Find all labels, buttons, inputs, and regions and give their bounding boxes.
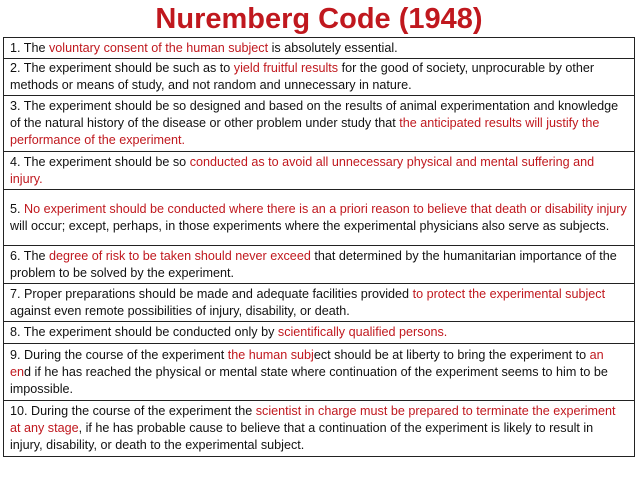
body-text: 3. The experiment should be so designed and based on the results of animal experimentation and knowledge of the natural history of the disease or other problem under study that [10,99,619,130]
principle-row-10 [3,401,635,457]
body-text: for the good of society, unprocurable by other methods or means of study, and not random and unnecessary in nature. [10,61,595,92]
principle-row-9 [3,344,635,401]
principle-text [10,98,628,149]
body-text: 5. [10,201,25,216]
principle-row-2 [3,59,635,96]
body-text: 2. The experiment should be such as to [10,61,234,75]
highlighted-text: degree of risk to be taken should never exceed [48,248,311,263]
page-title: Nuremberg Code (1948) [155,3,483,35]
highlighted-text: conducted as to avoid all unnecessary physical and mental suffering and injury. [10,154,595,186]
principle-text [10,286,628,320]
principle-text [10,248,628,282]
body-text: 10. During the course of the experiment the [10,404,256,418]
principle-row-1 [3,38,635,59]
body-text: 4. The experiment should be so [10,154,190,169]
principle-text [10,154,628,188]
body-text: 7. Proper preparations should be made and adequate facilities provided [10,286,413,301]
body-text: will occur; except, perhaps, in those experiments where the experimental physicians also serve as subjects. [10,218,610,233]
principle-text [10,201,628,235]
body-text: ect should be at liberty to bring the experiment to [313,347,590,362]
principle-row-3 [3,96,635,152]
body-text: that determined by the humanitarian importance of the problem to be solved by the experiment. [10,248,617,280]
principle-row-6 [3,246,635,284]
principle-text [10,40,628,57]
highlighted-text: voluntary consent of the human subject [48,40,269,55]
highlighted-text: to protect the experimental subject [412,286,606,301]
body-text: 8. The experiment should be conducted only by [10,325,278,339]
highlighted-text: the anticipated results will justify the performance of the experiment. [10,116,600,147]
principle-row-5 [3,190,635,246]
principle-row-7 [3,284,635,322]
principle-text [10,324,628,341]
body-text: d if he has reached the physical or mental state where continuation of the experiment seems to him to be impossible. [10,364,608,396]
body-text: , if he has probable cause to believe that a continuation of the experiment is likely to result in injury, disability, or death to the experimental subject. [10,421,594,452]
highlighted-text: an en [10,347,604,379]
highlighted-text: yield fruitful results [233,61,339,75]
principle-text [10,347,628,398]
body-text: 1. The [10,40,49,55]
highlighted-text: No experiment should be conducted where there is an a priori reason to believe that death or disability injury [24,201,627,216]
body-text: is absolutely essential. [268,40,398,55]
principle-text [10,60,628,94]
body-text: 6. The [10,248,49,263]
highlighted-text: scientist in charge must be prepared to terminate the experiment at any stage [10,404,616,435]
principle-text [10,403,628,454]
body-text: 9. During the course of the experiment [10,347,228,362]
highlighted-text: scientifically qualified persons. [277,325,448,339]
body-text: against even remote possibilities of injury, disability, or death. [10,303,350,318]
highlighted-text: the human subj [227,347,314,362]
principle-row-4 [3,152,635,190]
principles-table [3,37,635,457]
principle-row-8 [3,322,635,344]
